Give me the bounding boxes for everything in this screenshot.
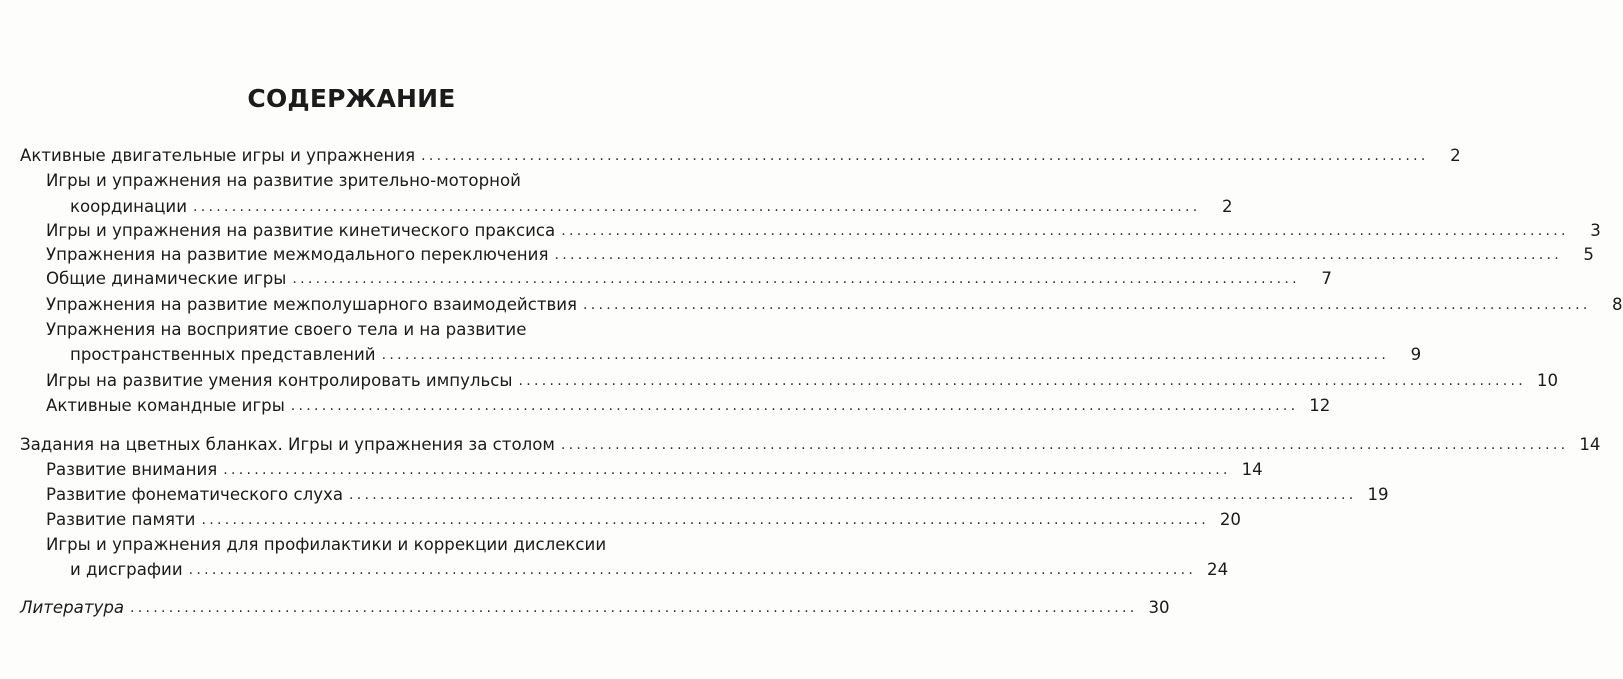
toc-page-number: 12	[1309, 396, 1331, 415]
toc-entry-text: Упражнения на развитие межмодального переключения	[46, 245, 549, 264]
toc-entry	[46, 294, 1623, 317]
toc-entry-text: Задания на цветных бланках. Игры и упражнения за столом	[20, 435, 555, 454]
dot-leader: ..................................................................................................................................	[560, 437, 1569, 453]
toc-entry-text: Упражнения на развитие межполушарного взаимодействия	[46, 295, 578, 314]
dot-leader: ..................................................................................................................................	[561, 223, 1569, 239]
dot-leader: ..................................................................................................................................	[130, 600, 1138, 616]
toc-entry-text: координации	[70, 197, 187, 216]
toc-entry-text: и дисграфии	[70, 560, 183, 579]
toc-page-number: 30	[1148, 598, 1170, 617]
dot-leader: ..................................................................................................................................	[381, 347, 1390, 363]
toc-entry-text: Активные двигательные игры и упражнения	[20, 146, 416, 165]
toc-page-number: 7	[1321, 269, 1332, 288]
toc-entry-text-line1: Упражнения на восприятие своего тела и на развитие	[46, 320, 527, 339]
toc-entry	[70, 344, 1422, 367]
toc-page-number: 9	[1410, 345, 1422, 364]
dot-leader: ..................................................................................................................................	[583, 297, 1591, 313]
dot-leader: ..................................................................................................................................	[518, 373, 1527, 389]
dot-leader: ..................................................................................................................................	[201, 512, 1209, 528]
toc-entry-literature	[20, 597, 1170, 620]
dot-leader: ..................................................................................................................................	[188, 562, 1197, 578]
page-title: СОДЕРЖАНИЕ	[247, 84, 456, 113]
toc-entry	[46, 509, 1241, 532]
toc-page-number: 8	[1612, 295, 1623, 314]
toc-entry-text: Игры и упражнения на развитие кинетического праксиса	[46, 221, 556, 240]
toc-entry-text-line1: Игры и упражнения на развитие зрительно-моторной	[46, 171, 521, 190]
dot-leader: ..................................................................................................................................	[421, 148, 1429, 164]
toc-entry-text: Активные командные игры	[46, 396, 285, 415]
toc-page-number: 5	[1583, 245, 1594, 264]
toc-entry-text: Литература	[20, 598, 125, 617]
dot-leader: ..................................................................................................................................	[554, 247, 1562, 263]
toc-page-number: 14	[1579, 435, 1601, 454]
toc-entry-text: Общие динамические игры	[46, 269, 287, 288]
dot-leader: ..................................................................................................................................	[193, 199, 1201, 215]
dot-leader: ..................................................................................................................................	[292, 271, 1300, 287]
toc-page-number: 14	[1241, 460, 1263, 479]
toc-entry	[70, 196, 1233, 219]
toc-entry	[46, 395, 1331, 418]
toc-entry	[46, 459, 1263, 482]
toc-page-number: 24	[1207, 560, 1229, 579]
toc-entry	[46, 220, 1601, 243]
toc-page-number: 20	[1219, 510, 1241, 529]
dot-leader: ..................................................................................................................................	[290, 398, 1299, 414]
toc-page-number: 19	[1367, 485, 1389, 504]
toc-entry-text: Игры на развитие умения контролировать импульсы	[46, 371, 513, 390]
toc-entry-text-line1: Игры и упражнения для профилактики и коррекции дислексии	[46, 535, 607, 554]
toc-entry	[46, 244, 1594, 267]
toc-page-number: 2	[1221, 197, 1233, 216]
toc-page-number: 10	[1536, 371, 1559, 390]
toc-page-number: 2	[1450, 146, 1461, 165]
toc-entry	[46, 370, 1559, 393]
toc-entry-section	[20, 145, 1461, 168]
toc-entry-text: Развитие внимания	[46, 460, 218, 479]
toc-entry-text: Развитие фонематического слуха	[46, 485, 344, 504]
dot-leader: ..................................................................................................................................	[223, 462, 1231, 478]
toc-entry-section	[20, 434, 1601, 457]
dot-leader: ..................................................................................................................................	[349, 487, 1357, 503]
toc-entry	[70, 559, 1229, 582]
toc-entry	[46, 484, 1389, 507]
toc-entry	[46, 268, 1332, 291]
toc-entry-text: пространственных представлений	[70, 345, 376, 364]
toc-page-number: 3	[1590, 221, 1601, 240]
toc-entry-text: Развитие памяти	[46, 510, 196, 529]
